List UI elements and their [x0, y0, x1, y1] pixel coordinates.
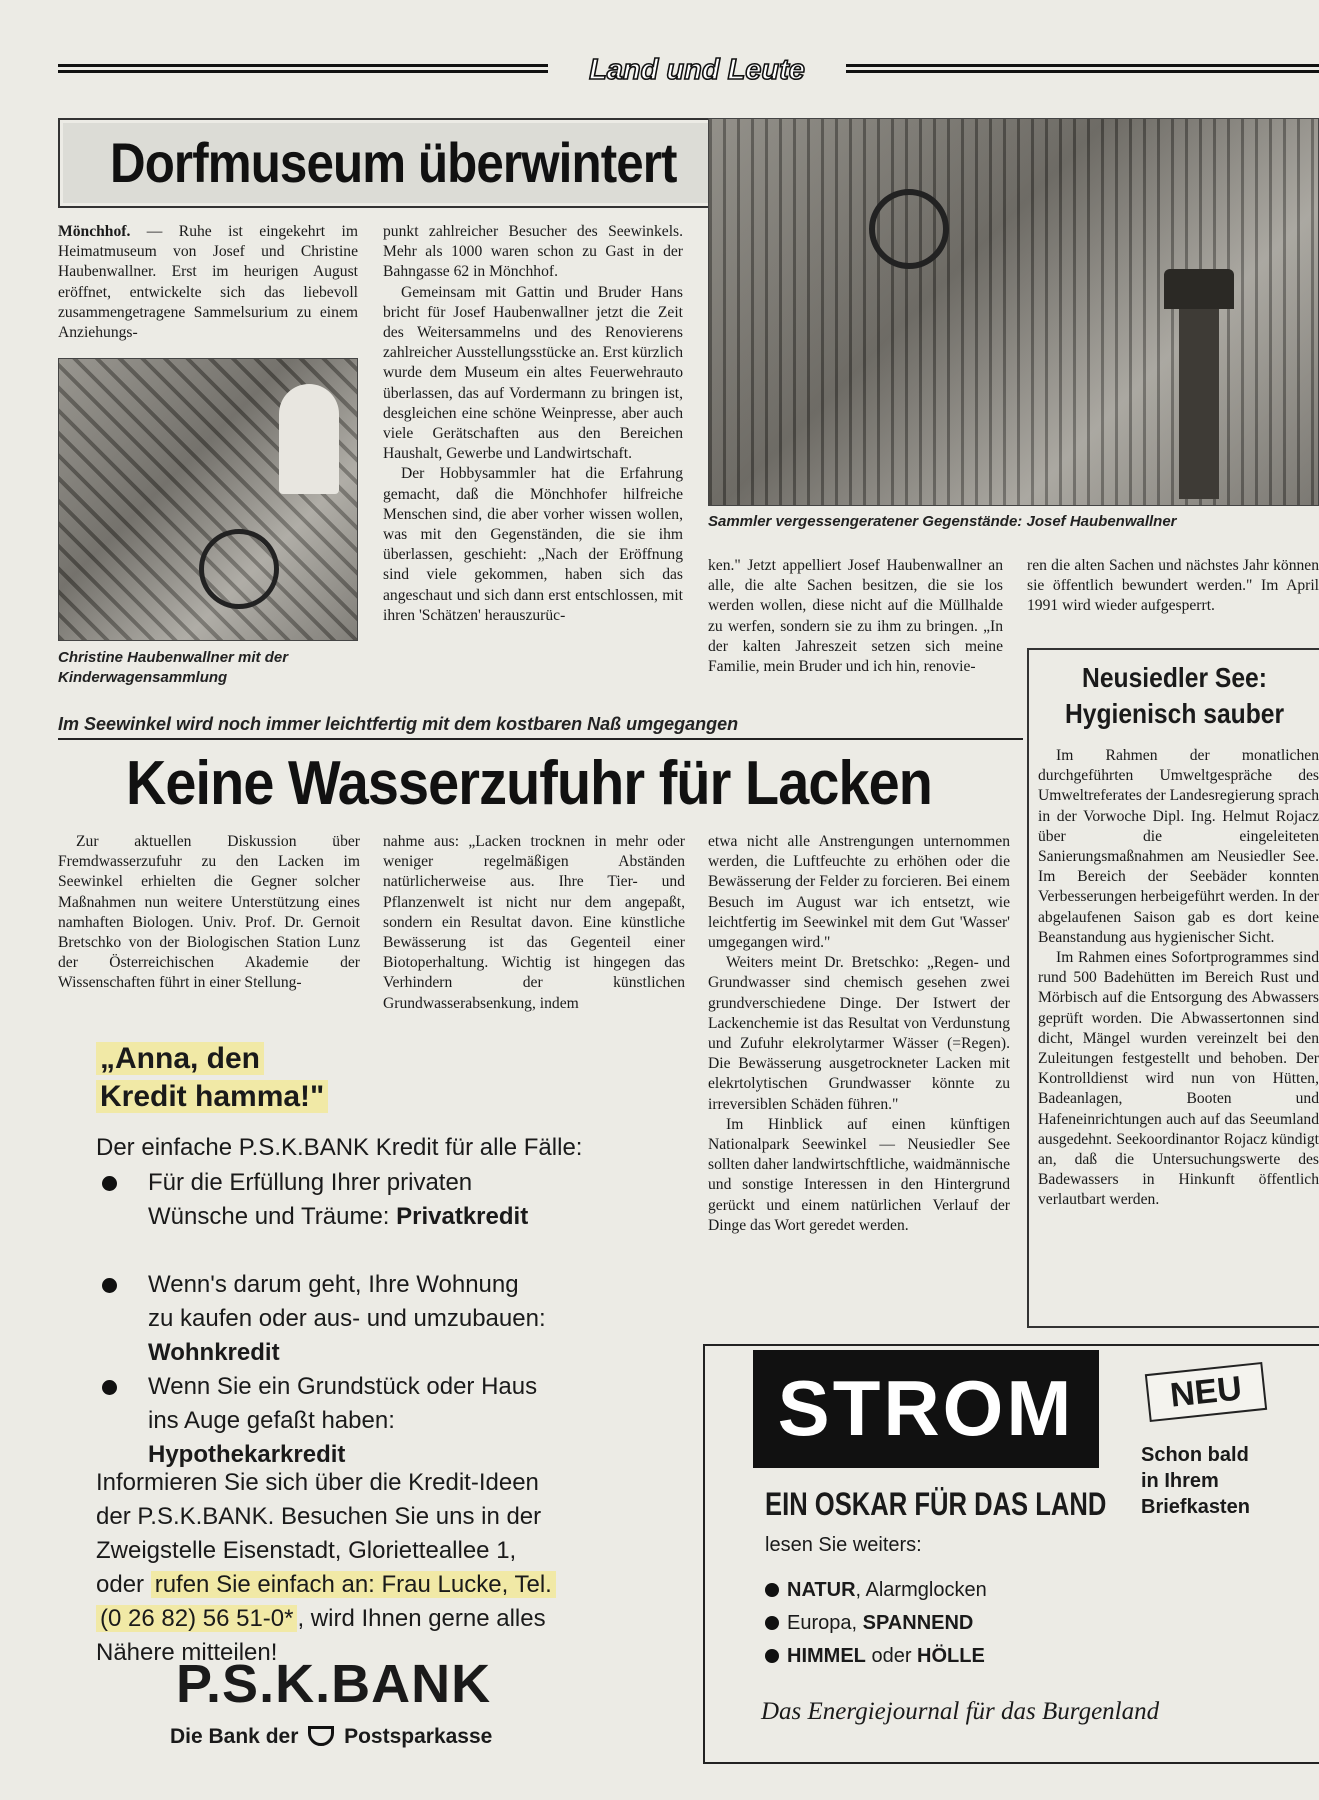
- psk-ad-info: Informieren Sie sich über die Kredit-Ideen der P.S.K.BANK. Besuchen Sie uns in der Zweigstelle Eisenstadt, Glorietteallee 1, oder rufen Sie einfach an: Frau Lucke, Tel. (0 26 82) 56 51-0* , wird Ihnen gerne alles Nähere mitteilen!: [96, 1466, 556, 1670]
- strom-side-text: Schon bald in Ihrem Briefkasten: [1141, 1444, 1250, 1518]
- article1-col4: [1027, 556, 1319, 617]
- article2-col3-p1: etwa nicht alle Anstrengungen unternommen werden, die Luftfeuchte zu erhöhen oder die Bewässerung der Felder zu forcieren. Bei einem Besuch im August war ich entsetzt, wie leichtfertig im Seewinkel mit dem Gut 'Wasser' umgegangen wird.": [708, 833, 1010, 952]
- bullet-1: [102, 1176, 117, 1191]
- psk-bullet-2: Wenn's darum geht, Ihre Wohnung zu kaufen oder aus- und umzubauen: Wohnkredit: [148, 1271, 546, 1366]
- posthorn-icon: [308, 1726, 334, 1746]
- photo-large-caption: Sammler vergessengeratener Gegenstände: Josef Haubenwallner: [708, 513, 1177, 530]
- article2-col2-text: nahme aus: „Lacken trocknen in mehr oder weniger regelmäßigen Abständen natürlicherweise aus. Ihre Tier- und Pflanzenwelt ist nicht nur dem angepaßt, sondern ein Resultat davon. Eine künstliche Bewässerung ist das Gegenteil einer Biotoperhaltung. Wichtig ist hingegen das Verhindern der künstlichen Grundwasserabsenkung, indem: [383, 833, 685, 1012]
- article1-col3: [708, 556, 1003, 677]
- photo-small-caption: Christine Haubenwallner mit der Kinderwagensammlung: [58, 649, 289, 686]
- article1-col1: [58, 222, 358, 343]
- article2-col3: [708, 832, 1010, 1236]
- article1-col2-p2: Gemeinsam mit Gattin und Bruder Hans bricht für Josef Haubenwallner jetzt die Zeit des Weitersammelns und des Renovierens zahlreicher Ausstellungsstücke an. Erst kürzlich wurde dem Museum ein altes Feuerwehrauto überlassen, das auf Vordermann zu bringen ist, desgleichen eine schöne Weinpresse, aber auch viele Gerätschaften aus den Bereichen Haushalt, Gewerbe und Landwirtschaft.: [383, 283, 683, 463]
- article2-col3-p2: Weiters meint Dr. Bretschko: „Regen- und Grundwasser sind chemisch gesehen zwei grundverschiedene Dinge. Der Istwert der Lackenchemie ist das Resultat von Verdunstung und Zufuhr elekrolytarmer Wässer (=Regen). Die Bewässerung ausgetrockneter Lacken mit elekrtolytischen Grundwasser könnte zu irreversiblen Schäden führen.": [708, 954, 1010, 1113]
- article3-headline-line2: Hygienisch sauber: [1064, 698, 1285, 729]
- strom-lesen: lesen Sie weiters:: [765, 1534, 922, 1556]
- strom-subtitle: EIN OSKAR FÜR DAS LAND: [765, 1486, 1107, 1522]
- psk-bullet-3: Wenn Sie ein Grundstück oder Haus ins Auge gefaßt haben: Hypothekarkredit: [148, 1373, 538, 1468]
- article2-kicker: Im Seewinkel wird noch immer leichtfertig mit dem kostbaren Naß umgegangen: [58, 714, 739, 734]
- strom-badge: NEU: [1145, 1362, 1267, 1422]
- strom-item-1: NATUR, Alarmglocken: [765, 1574, 987, 1607]
- strom-ad: [703, 1344, 1319, 1764]
- psk-ad-intro: Der einfache P.S.K.BANK Kredit für alle Fälle:: [96, 1134, 583, 1161]
- article2-col3-p3: Im Hinblick auf einen künftigen Nationalpark Seewinkel — Neusiedler See sollten daher landwirtschftliche, waidmännische und sonstige Interessen in den Hintergrund gerückt und einem natürlichen Verlauf der Dinge das Wort geredet werden.: [708, 1115, 1010, 1234]
- article3-headline: [1030, 660, 1319, 732]
- article2-headline: Keine Wasserzufuhr für Lacken: [126, 749, 932, 818]
- article2-kicker-rule: [58, 738, 1023, 740]
- bullet-2: [102, 1278, 117, 1293]
- article3-body: [1038, 746, 1319, 1211]
- strom-item-3: HIMMEL oder HÖLLE: [765, 1640, 987, 1673]
- article1-headline: Dorfmuseum überwintert: [110, 131, 677, 194]
- article1-col1-text: — Ruhe ist eingekehrt im Heimatmuseum von Josef und Christine Haubenwallner. Erst im heurigen August eröffnet, entwickelte sich das liebevoll zusammengetragene Sammelsurium zu einem Anziehungs-: [58, 223, 358, 342]
- article3-p1: Im Rahmen der monatlichen durchgeführten Umweltgespräche des Umweltreferates der Landesregierung sprach in der Vorwoche Dipl. Ing. Helmut Rojacz über die eingeleiteten Sanierungsmaßnahmen am Neusiedler See. Im Bereich der Seebäder konnten Verbesserungen herbeigeführt werden. In der abgelaufenen Saison gab es dort keine Beanstandung aus hygienischer Sicht.: [1038, 747, 1319, 946]
- strom-footer: Das Energiejournal für das Burgenland: [761, 1698, 1160, 1725]
- article1-dateline: Mönchhof.: [58, 223, 131, 240]
- article2-col1-text: Zur aktuellen Diskussion über Fremdwasserzufuhr zu den Lacken im Seewinkel erhielten die Gegner solcher Maßnahmen nun weitere Unterstützung eines namhaften Biologen. Univ. Prof. Dr. Gernoit Bretschko von der Biologischen Station Lunz der Österreichischen Akademie der Wissenschaften führt in einer Stellung-: [58, 833, 360, 992]
- strom-logo: STROM: [777, 1364, 1075, 1452]
- psk-phone-number: (0 26 82) 56 51-0*: [96, 1605, 297, 1632]
- article3-p2: Im Rahmen eines Sofortprogrammes sind rund 500 Badehütten im Bereich Rust und Mörbisch auf die Entsorgung des Abwassers geprüft worden. Die Abwassertonnen sind dicht, Mängel wurden vereinzelt bei den Zuleitungen festgestellt und behoben. Der Kontrolldienst wird nun von Hütten, Badeanlagen, Booten und Hafeneinrichtungen auch auf das Seeumland ausgedehnt. Seekoordinantor Rojacz kündigt an, daß die Untersuchungswerte des Badewassers in Hinkunft öffentlich verlautbart werden.: [1038, 949, 1319, 1209]
- psk-ad-title-line1: „Anna, den: [96, 1042, 264, 1075]
- psk-tagline: Die Bank der Postsparkasse: [170, 1725, 493, 1748]
- strom-items: [765, 1574, 987, 1673]
- article1-col2-p3: Der Hobbysammler hat die Erfahrung gemacht, daß die Mönchhofer hilfreiche Menschen sind, die aber vorher wissen wollen, was mit den Gegenständen, die sie ihm überlassen, geschieht: „Nach der Eröffnung sind viele gekommen, haben sich das angeschaut und sich dann erst entschlossen, mit ihren 'Schätzen' herauszurüc-: [383, 465, 683, 624]
- psk-ad: [96, 1040, 696, 1760]
- photo-small-strollers: [58, 358, 358, 641]
- psk-ad-title-line2: Kredit hamma!": [96, 1080, 328, 1113]
- article1-col2-p1: punkt zahlreicher Besucher des Seewinkels. Mehr als 1000 waren schon zu Gast in der Bahngasse 62 in Mönchhof.: [383, 223, 683, 281]
- article2-col1: [58, 832, 360, 994]
- psk-logo: P.S.K.BANK: [176, 1654, 492, 1714]
- psk-phone-highlight: rufen Sie einfach an: Frau Lucke, Tel.: [151, 1571, 556, 1598]
- section-title: Land und Leute: [589, 54, 805, 86]
- article3-headline-line1: Neusiedler See:: [1082, 662, 1267, 693]
- article1-col4-text: ren die alten Sachen und nächstes Jahr können sie öffentlich bewundert werden." Im April 1991 wird wieder aufgesperrt.: [1027, 557, 1319, 615]
- psk-ad-bullets: [96, 1166, 696, 1506]
- section-rule-right: [846, 64, 1319, 73]
- article2-col2: [383, 832, 685, 1014]
- photo-large-museum: [708, 118, 1319, 506]
- section-rule-left: [58, 64, 548, 73]
- article1-col2: [383, 222, 683, 626]
- bullet-3: [102, 1380, 117, 1395]
- psk-ad-title: [96, 1040, 328, 1116]
- psk-bullet-1: Für die Erfüllung Ihrer privaten Wünsche und Träume: Privatkredit: [148, 1169, 529, 1230]
- strom-item-2: Europa, SPANNEND: [765, 1607, 987, 1640]
- article1-col3-text: ken." Jetzt appelliert Josef Haubenwallner an alle, die alte Sachen besitzen, die sie los werden wollen, diese nicht auf die Müllhalde zu werfen, sondern sie zu ihm zu bringen. „In der kalten Jahreszeit setzen sich meine Familie, mein Bruder und ich hin, renovie-: [708, 557, 1003, 676]
